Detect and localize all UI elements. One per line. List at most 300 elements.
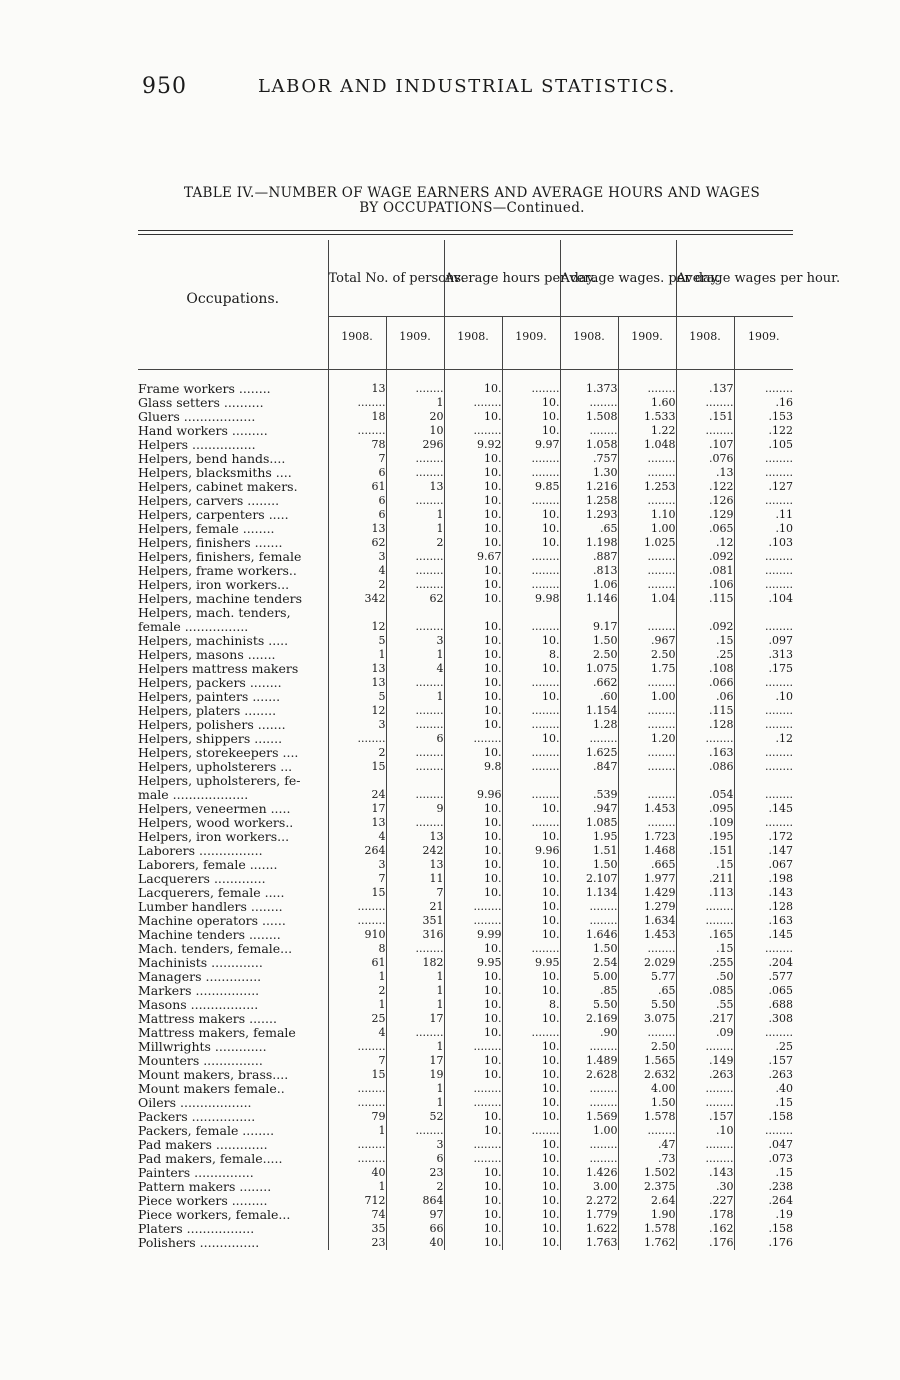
value-cell: .813: [560, 564, 618, 578]
value-cell: ........: [734, 676, 793, 690]
occupation-cell: Helpers, polishers .......: [138, 717, 286, 732]
value-cell: .688: [734, 998, 793, 1012]
value-cell: 1.50: [560, 634, 618, 648]
value-cell: ........: [734, 550, 793, 564]
value-cell: .09: [676, 1026, 734, 1040]
value-cell: 13: [386, 480, 444, 494]
value-cell: ........: [618, 746, 676, 760]
wage-table: [138, 240, 841, 1250]
value-cell: ........: [502, 1026, 560, 1040]
value-cell: ........: [676, 1138, 734, 1152]
value-cell: ........: [386, 550, 444, 564]
value-cell: .263: [734, 1068, 793, 1082]
occupation-cell: Lacquerers .............: [138, 871, 266, 886]
year-header: 1908.: [444, 317, 502, 358]
value-cell: 2.50: [618, 1040, 676, 1054]
value-cell: ........: [734, 788, 793, 802]
value-cell: .128: [676, 718, 734, 732]
occupations-header: Occupations.: [186, 290, 280, 307]
value-cell: 10.: [502, 1110, 560, 1124]
value-cell: .11: [734, 508, 793, 522]
value-cell: 1.373: [560, 382, 618, 396]
value-cell: 66: [386, 1222, 444, 1236]
table-row: [138, 830, 793, 844]
value-cell: 1.468: [618, 844, 676, 858]
value-cell: 10.: [502, 690, 560, 704]
value-cell: 1.429: [618, 886, 676, 900]
value-cell: 10.: [502, 1096, 560, 1110]
occupation-cell: Lumber handlers ........: [138, 899, 283, 914]
value-cell: 10.: [444, 662, 502, 676]
table-row: [138, 1026, 793, 1040]
value-cell: ........: [386, 1124, 444, 1138]
occupation-cell: Mount makers, brass....: [138, 1067, 289, 1082]
occupation-cell: Piece workers, female...: [138, 1207, 291, 1222]
value-cell: 1.723: [618, 830, 676, 844]
value-cell: 2.375: [618, 1180, 676, 1194]
page-number: 950: [142, 74, 187, 99]
value-cell: ........: [502, 676, 560, 690]
value-cell: 21: [386, 900, 444, 914]
value-cell: .15: [676, 942, 734, 956]
table-row: [138, 1138, 793, 1152]
occupation-cell: Helpers, cabinet makers.: [138, 479, 298, 494]
value-cell: .263: [676, 1068, 734, 1082]
table-row: [138, 774, 793, 788]
value-cell: 1.533: [618, 410, 676, 424]
value-cell: 9.8: [444, 760, 502, 774]
value-cell: 1.134: [560, 886, 618, 900]
value-cell: 9.67: [444, 550, 502, 564]
occupation-cell: Polishers ...............: [138, 1235, 260, 1250]
value-cell: ........: [560, 732, 618, 746]
value-cell: ........: [386, 466, 444, 480]
value-cell: .165: [676, 928, 734, 942]
value-cell: 3: [386, 1138, 444, 1152]
value-cell: 1.075: [560, 662, 618, 676]
value-cell: 10.: [502, 662, 560, 676]
value-cell: .887: [560, 550, 618, 564]
table-row: [138, 914, 793, 928]
value-cell: ........: [444, 914, 502, 928]
top-rule: [138, 230, 793, 231]
value-cell: 1: [386, 396, 444, 410]
value-cell: 10.: [444, 676, 502, 690]
value-cell: .066: [676, 676, 734, 690]
value-cell: 10.: [502, 1012, 560, 1026]
occupation-cell: Platers .................: [138, 1221, 255, 1236]
value-cell: 6: [328, 494, 386, 508]
value-cell: ........: [734, 704, 793, 718]
table-row: [138, 480, 793, 494]
value-cell: 2: [386, 1180, 444, 1194]
value-cell: 1: [386, 984, 444, 998]
value-cell: ........: [328, 396, 386, 410]
table-row: [138, 942, 793, 956]
table-row: [138, 872, 793, 886]
occupation-cell: Pad makers .............: [138, 1137, 268, 1152]
value-cell: 12: [328, 620, 386, 634]
value-cell: .081: [676, 564, 734, 578]
occupation-cell: Mattress makers .......: [138, 1011, 277, 1026]
value-cell: 10.: [444, 718, 502, 732]
value-cell: .264: [734, 1194, 793, 1208]
value-cell: 10.: [444, 704, 502, 718]
value-cell: .15: [676, 858, 734, 872]
value-cell: ........: [386, 704, 444, 718]
top-rule-second: [138, 234, 793, 235]
value-cell: 1.058: [560, 438, 618, 452]
value-cell: 7: [328, 1054, 386, 1068]
value-cell: 19: [386, 1068, 444, 1082]
value-cell: 1.489: [560, 1054, 618, 1068]
table-row: [138, 522, 793, 536]
value-cell: ........: [734, 1026, 793, 1040]
value-cell: 264: [328, 844, 386, 858]
value-cell: 1.253: [618, 480, 676, 494]
value-cell: ........: [734, 746, 793, 760]
value-cell: 342: [328, 592, 386, 606]
table-body: [138, 382, 793, 1250]
value-cell: 9.96: [502, 844, 560, 858]
value-cell: ........: [734, 382, 793, 396]
table-row: [138, 732, 793, 746]
occupation-cell: Gluers ..................: [138, 409, 256, 424]
table-row: [138, 1068, 793, 1082]
value-cell: ........: [502, 382, 560, 396]
value-cell: .55: [676, 998, 734, 1012]
value-cell: 1.22: [618, 424, 676, 438]
value-cell: .073: [734, 1152, 793, 1166]
value-cell: ........: [444, 396, 502, 410]
table-row: [138, 704, 793, 718]
table-row: [138, 396, 793, 410]
value-cell: 10.: [444, 816, 502, 830]
occupation-cell: Helpers, finishers .......: [138, 535, 283, 550]
table-row: [138, 1096, 793, 1110]
value-cell: ........: [328, 1152, 386, 1166]
value-cell: ........: [676, 1096, 734, 1110]
avg-hours-header: Average hours per day.: [444, 240, 560, 317]
value-cell: 10.: [502, 634, 560, 648]
value-cell: 1.258: [560, 494, 618, 508]
value-cell: 10.: [444, 942, 502, 956]
occupation-cell: Helpers, frame workers..: [138, 563, 297, 578]
value-cell: 1: [386, 648, 444, 662]
value-cell: .73: [618, 1152, 676, 1166]
value-cell: [386, 774, 444, 788]
value-cell: ........: [618, 494, 676, 508]
value-cell: ........: [328, 914, 386, 928]
value-cell: 1.06: [560, 578, 618, 592]
value-cell: ........: [734, 564, 793, 578]
table-row: [138, 788, 793, 802]
occupation-cell: Helpers, carpenters .....: [138, 507, 289, 522]
value-cell: 10.: [444, 1110, 502, 1124]
value-cell: ........: [444, 1138, 502, 1152]
occupation-cell: Helpers, machinists .....: [138, 633, 289, 648]
value-cell: 15: [328, 1068, 386, 1082]
value-cell: 10.: [502, 900, 560, 914]
value-cell: 5.00: [560, 970, 618, 984]
occupation-cell: Packers, female ........: [138, 1123, 275, 1138]
value-cell: ........: [560, 1138, 618, 1152]
value-cell: 74: [328, 1208, 386, 1222]
value-cell: ........: [502, 620, 560, 634]
occupation-cell: Machine operators ......: [138, 913, 286, 928]
table-row: [138, 998, 793, 1012]
value-cell: 40: [328, 1166, 386, 1180]
occupation-cell: Managers ..............: [138, 969, 262, 984]
value-cell: 78: [328, 438, 386, 452]
value-cell: 20: [386, 410, 444, 424]
occupation-cell: Pattern makers ........: [138, 1179, 272, 1194]
value-cell: 3: [328, 550, 386, 564]
value-cell: ........: [386, 452, 444, 466]
value-cell: 11: [386, 872, 444, 886]
value-cell: 13: [328, 522, 386, 536]
value-cell: 17: [386, 1054, 444, 1068]
value-cell: 1.085: [560, 816, 618, 830]
value-cell: 1: [328, 970, 386, 984]
value-cell: 10.: [444, 984, 502, 998]
value-cell: 23: [386, 1166, 444, 1180]
total-persons-header: Total No. of persons.: [328, 240, 444, 317]
value-cell: 1: [386, 1082, 444, 1096]
value-cell: 13: [328, 816, 386, 830]
value-cell: [618, 774, 676, 788]
occupation-cell: male ...................: [138, 787, 249, 802]
value-cell: 10.: [444, 508, 502, 522]
value-cell: .143: [734, 886, 793, 900]
value-cell: .158: [734, 1222, 793, 1236]
occupation-cell: Helpers, storekeepers ....: [138, 745, 299, 760]
value-cell: ........: [328, 1096, 386, 1110]
year-header: 1908.: [328, 317, 386, 358]
table-row: [138, 984, 793, 998]
value-cell: .577: [734, 970, 793, 984]
value-cell: 351: [386, 914, 444, 928]
value-cell: 1.453: [618, 928, 676, 942]
value-cell: .095: [676, 802, 734, 816]
value-cell: 7: [328, 872, 386, 886]
value-cell: .163: [734, 914, 793, 928]
value-cell: 1: [386, 508, 444, 522]
value-cell: .85: [560, 984, 618, 998]
value-cell: 10.: [444, 1068, 502, 1082]
value-cell: 10.: [502, 410, 560, 424]
table-row: [138, 536, 793, 550]
table-row: [138, 592, 793, 606]
value-cell: ........: [618, 578, 676, 592]
value-cell: .157: [676, 1110, 734, 1124]
table-title: [132, 186, 812, 216]
value-cell: ........: [618, 382, 676, 396]
value-cell: ........: [444, 1040, 502, 1054]
value-cell: 18: [328, 410, 386, 424]
value-cell: .151: [676, 410, 734, 424]
value-cell: 1: [386, 1040, 444, 1054]
table-row: [138, 466, 793, 480]
value-cell: .15: [734, 1096, 793, 1110]
value-cell: 10.: [502, 1152, 560, 1166]
value-cell: ........: [734, 620, 793, 634]
value-cell: 10.: [502, 1138, 560, 1152]
value-cell: 10.: [444, 998, 502, 1012]
occupation-cell: Helpers, packers ........: [138, 675, 282, 690]
value-cell: 10.: [502, 396, 560, 410]
year-header: 1909.: [734, 317, 793, 358]
value-cell: 1.10: [618, 508, 676, 522]
value-cell: .103: [734, 536, 793, 550]
value-cell: ........: [328, 424, 386, 438]
value-cell: 10.: [444, 1054, 502, 1068]
value-cell: 6: [386, 732, 444, 746]
value-cell: 1.025: [618, 536, 676, 550]
value-cell: .313: [734, 648, 793, 662]
value-cell: 1: [386, 522, 444, 536]
occupation-cell: Mounters ...............: [138, 1053, 263, 1068]
value-cell: .147: [734, 844, 793, 858]
value-cell: .122: [676, 480, 734, 494]
value-cell: .238: [734, 1180, 793, 1194]
table-row: [138, 606, 793, 620]
value-cell: ........: [618, 704, 676, 718]
value-cell: ........: [560, 1152, 618, 1166]
value-cell: 1.00: [618, 522, 676, 536]
value-cell: 10.: [502, 858, 560, 872]
value-cell: .539: [560, 788, 618, 802]
occupation-cell: Packers ................: [138, 1109, 256, 1124]
occupation-cell: Helpers, machine tenders: [138, 591, 303, 606]
value-cell: 1.146: [560, 592, 618, 606]
table-row: [138, 1054, 793, 1068]
value-cell: ........: [676, 914, 734, 928]
value-cell: 10.: [502, 1194, 560, 1208]
value-cell: 10.: [444, 634, 502, 648]
value-cell: .172: [734, 830, 793, 844]
table-row: [138, 1124, 793, 1138]
value-cell: .086: [676, 760, 734, 774]
table-title-line-2: BY OCCUPATIONS—Continued.: [359, 200, 585, 216]
occupation-cell: Helpers, veneermen .....: [138, 801, 291, 816]
value-cell: 1.28: [560, 718, 618, 732]
value-cell: ........: [618, 466, 676, 480]
occupation-cell: Laborers, female .......: [138, 857, 278, 872]
occupation-cell: Millwrights .............: [138, 1039, 267, 1054]
value-cell: 25: [328, 1012, 386, 1026]
value-cell: 1: [386, 690, 444, 704]
value-cell: .176: [734, 1236, 793, 1250]
value-cell: 10.: [444, 844, 502, 858]
value-cell: 1.154: [560, 704, 618, 718]
avg-wages-day-header: Average wages. per day.: [560, 240, 676, 317]
value-cell: ........: [618, 760, 676, 774]
occupation-cell: Painters ...............: [138, 1165, 254, 1180]
value-cell: 9.85: [502, 480, 560, 494]
value-cell: 1.508: [560, 410, 618, 424]
value-cell: ........: [676, 396, 734, 410]
value-cell: 13: [386, 830, 444, 844]
table-row: [138, 634, 793, 648]
occupation-cell: Helpers, platers ........: [138, 703, 277, 718]
value-cell: 10.: [502, 1208, 560, 1222]
value-cell: 10.: [502, 928, 560, 942]
running-head: LABOR AND INDUSTRIAL STATISTICS.: [258, 76, 676, 97]
value-cell: ........: [560, 900, 618, 914]
value-cell: 10.: [444, 1222, 502, 1236]
value-cell: 13: [328, 662, 386, 676]
value-cell: 1.20: [618, 732, 676, 746]
value-cell: 4: [328, 830, 386, 844]
value-cell: .153: [734, 410, 793, 424]
year-header: 1909.: [618, 317, 676, 358]
value-cell: 5: [328, 634, 386, 648]
value-cell: 2: [328, 984, 386, 998]
value-cell: 9.95: [502, 956, 560, 970]
occupation-cell: Helpers, upholsterers, fe-: [138, 773, 301, 788]
value-cell: 2: [386, 536, 444, 550]
occupation-cell: female ................: [138, 619, 249, 634]
value-cell: ........: [502, 466, 560, 480]
value-cell: 9: [386, 802, 444, 816]
value-cell: 1.569: [560, 1110, 618, 1124]
value-cell: ........: [676, 900, 734, 914]
value-cell: 61: [328, 956, 386, 970]
value-cell: 15: [328, 760, 386, 774]
table-row: [138, 1194, 793, 1208]
value-cell: 10.: [444, 1124, 502, 1138]
table-row: [138, 648, 793, 662]
value-cell: 10.: [502, 1068, 560, 1082]
value-cell: 1.04: [618, 592, 676, 606]
value-cell: ........: [386, 1026, 444, 1040]
value-cell: 5.77: [618, 970, 676, 984]
value-cell: 1.90: [618, 1208, 676, 1222]
value-cell: 3: [328, 858, 386, 872]
value-cell: .092: [676, 550, 734, 564]
value-cell: 10.: [502, 802, 560, 816]
value-cell: ........: [734, 578, 793, 592]
value-cell: .65: [618, 984, 676, 998]
occupation-cell: Mount makers female..: [138, 1081, 285, 1096]
value-cell: 10.: [444, 480, 502, 494]
value-cell: 2.632: [618, 1068, 676, 1082]
table-row: [138, 802, 793, 816]
occupation-cell: Pad makers, female.....: [138, 1151, 283, 1166]
value-cell: .757: [560, 452, 618, 466]
value-cell: ........: [676, 732, 734, 746]
value-cell: 4: [386, 662, 444, 676]
value-cell: 2: [328, 746, 386, 760]
value-cell: 61: [328, 480, 386, 494]
value-cell: 10.: [444, 858, 502, 872]
value-cell: [502, 606, 560, 620]
value-cell: [676, 606, 734, 620]
value-cell: ........: [502, 578, 560, 592]
value-cell: .176: [676, 1236, 734, 1250]
value-cell: .076: [676, 452, 734, 466]
occupation-cell: Helpers, female ........: [138, 521, 275, 536]
value-cell: 1.763: [560, 1236, 618, 1250]
occupation-cell: Frame workers ........: [138, 381, 271, 396]
value-cell: 1: [328, 648, 386, 662]
value-cell: 10.: [444, 592, 502, 606]
value-cell: ........: [502, 452, 560, 466]
value-cell: .90: [560, 1026, 618, 1040]
value-cell: 5: [328, 690, 386, 704]
value-cell: 1.51: [560, 844, 618, 858]
